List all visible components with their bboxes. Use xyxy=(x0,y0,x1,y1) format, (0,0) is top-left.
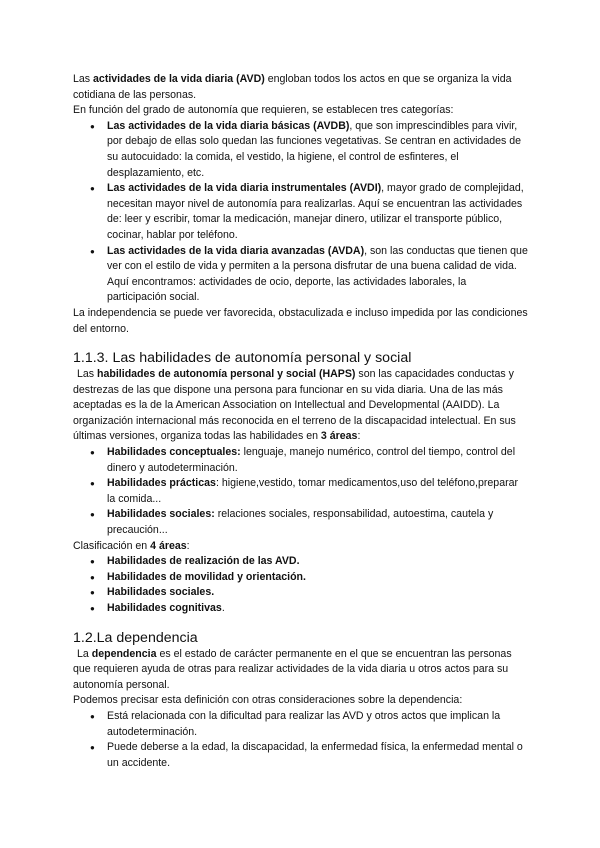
list-item xyxy=(73,181,528,243)
list-item xyxy=(73,601,528,617)
bold-text: Habilidades de realización de las AVD. xyxy=(107,555,300,568)
categories-intro: En función del grado de autonomía que requieren, se establecen tres categorías: xyxy=(73,104,454,117)
text: es el estado de carácter permanente en el que se encuentran las personas que requieren ayuda de otras para realizar actividades de la vida diaria u otros actos para su autonomía personal. xyxy=(73,647,512,691)
avd-categories-list xyxy=(73,119,528,306)
text: La xyxy=(77,647,92,660)
section-heading-1-1-3: 1.1.3. Las habilidades de autonomía personal y social xyxy=(73,350,412,367)
text: . xyxy=(221,602,225,614)
classification-list xyxy=(73,554,528,616)
bold-text: actividades de la vida diaria (AVD) xyxy=(93,73,265,85)
bold-text: Las actividades de la vida diaria básicas (AVDB) xyxy=(107,119,350,132)
bold-text: dependencia xyxy=(91,647,157,660)
bold-text: Habilidades sociales. xyxy=(107,586,215,599)
bold-text: Habilidades conceptuales: xyxy=(107,446,241,459)
classification-intro xyxy=(73,539,528,555)
list-item xyxy=(73,709,528,740)
text: : xyxy=(186,539,190,552)
text: : higiene,vestido, tomar medicamentos,uso del teléfono,preparar la comida... xyxy=(107,477,519,505)
text: son las capacidades conductas y destrezas de las que dispone una persona para funcionar en su vida diaria. Una de las más aceptadas es la de la American Association on Intellectual and Developmental (AAIDD). La organización internacional más reconocida en el terreno de la discapacidad intelectual. En sus últimas versiones, organiza todas las habilidades en xyxy=(73,368,516,443)
haps-areas-list xyxy=(73,445,528,539)
list-item xyxy=(73,554,528,570)
bold-text: Habilidades cognitivas xyxy=(107,602,222,614)
text: lenguaje, manejo numérico, control del tiempo, control del dinero y autodeterminación. xyxy=(107,446,516,474)
text: Puede deberse a la edad, la discapacidad, la enfermedad física, la enfermedad mental o un accidente. xyxy=(107,741,523,769)
bold-text: 3 áreas xyxy=(320,430,358,443)
list-item xyxy=(73,244,528,306)
haps-paragraph xyxy=(73,367,528,445)
dependencia-paragraph xyxy=(73,647,528,694)
bold-text: 4 áreas xyxy=(150,539,187,552)
page-content xyxy=(73,72,528,771)
independence-paragraph: La independencia se puede ver favorecida, obstaculizada e incluso impedida por las condiciones del entorno. xyxy=(73,306,528,335)
text: , mayor grado de complejidad, necesitan mayor nivel de autonomía para realizarlas. Aquí se encuentran las actividades de: leer y escribir, tomar la medicación, manejar dinero, utilizar el transporte público, cocinar, hablar por teléfono. xyxy=(107,182,524,241)
bold-text: Las actividades de la vida diaria instrumentales (AVDI) xyxy=(107,182,382,195)
bold-text: Las actividades de la vida diaria avanzadas (AVDA) xyxy=(107,244,365,257)
text: , son las conductas que tienen que ver con el estilo de vida y permiten a la persona disfrutar de una buena calidad de vida. Aquí encontramos: actividades de ocio, deporte, las actividades laborales, la participación social. xyxy=(107,244,528,304)
section-heading-1-2: 1.2.La dependencia xyxy=(73,629,198,646)
bold-text: habilidades de autonomía personal y social (HAPS) xyxy=(97,368,356,381)
text: Las xyxy=(77,368,98,381)
bold-text: Habilidades sociales: xyxy=(107,508,215,521)
text: Las xyxy=(73,73,94,85)
text: engloban todos los actos en que se organiza la vida cotidiana de las personas. xyxy=(73,73,512,101)
bold-text: Habilidades de movilidad y orientación. xyxy=(107,570,306,583)
text: , que son imprescindibles para vivir, por debajo de ellas solo quedan las funciones vegetativas. Se centran en actividades de su autocuidado: la comida, el vestido, la higiene, el control de esfinteres, el desplazamiento, etc. xyxy=(107,119,522,179)
list-item xyxy=(73,119,528,181)
list-item xyxy=(73,476,528,507)
list-item xyxy=(73,740,528,771)
text: Está relacionada con la dificultad para realizar las AVD y otros actos que implican la autodeterminación. xyxy=(107,709,501,738)
text: relaciones sociales, responsabilidad, autoestima, cautela y precaución... xyxy=(107,508,494,537)
list-item xyxy=(73,585,528,601)
text: Clasificación en xyxy=(73,539,151,552)
list-item xyxy=(73,445,528,476)
dependencia-points-list xyxy=(73,709,528,771)
text: : xyxy=(357,430,361,443)
intro-paragraph xyxy=(73,72,528,103)
bold-text: Habilidades prácticas xyxy=(107,477,216,490)
list-item xyxy=(73,507,528,538)
list-item xyxy=(73,570,528,586)
dependencia-precision: Podemos precisar esta definición con otras consideraciones sobre la dependencia: xyxy=(73,694,463,707)
